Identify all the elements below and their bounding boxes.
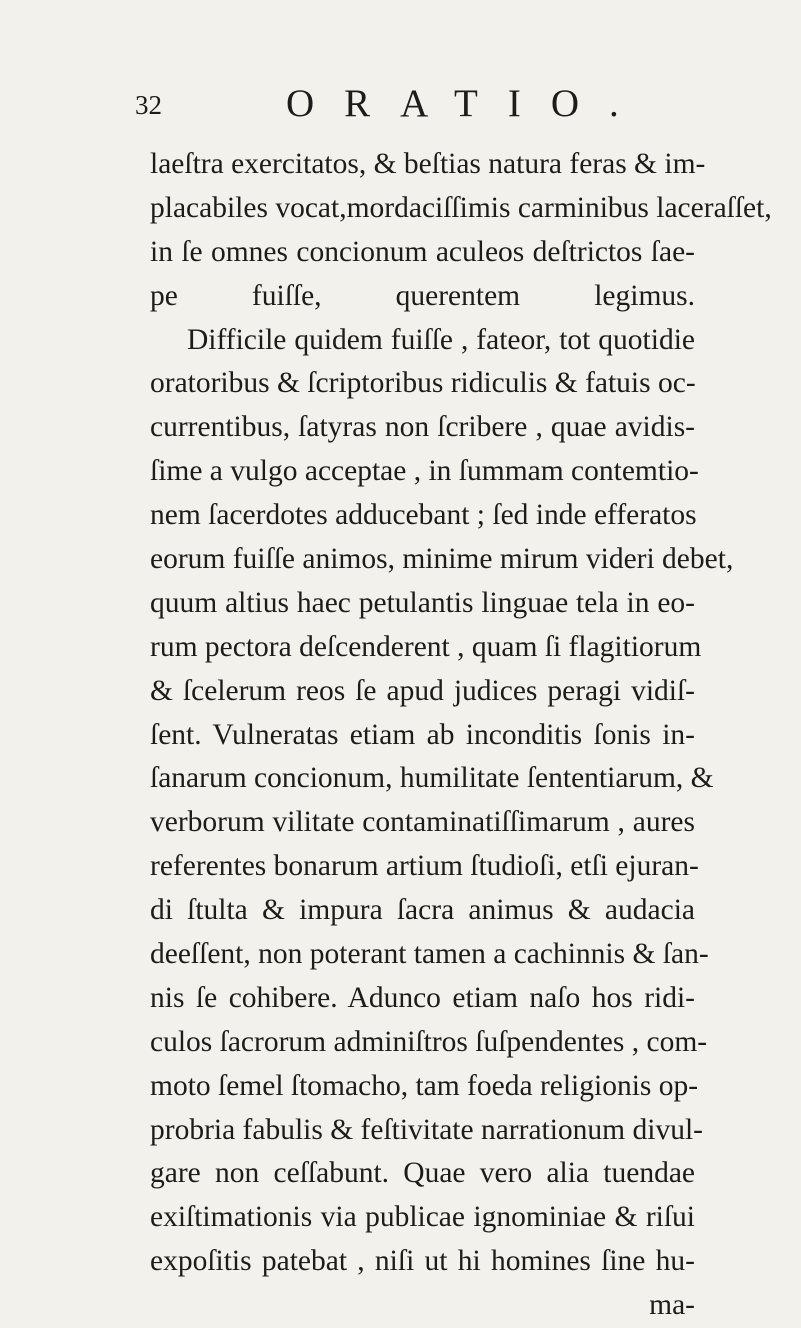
text-line: verborum vilitate contaminatiſſimarum , aures bbox=[150, 806, 695, 839]
text-line: pe fuiſſe, querentem legimus. bbox=[150, 279, 695, 312]
text-line: referentes bonarum artium ſtudioſi, etſi ejuran- bbox=[150, 850, 699, 883]
body-text bbox=[150, 143, 772, 1328]
text-line: moto ſemel ſtomacho, tam foeda religionis op- bbox=[150, 1069, 699, 1102]
text-line: nem ſacerdotes adducebant ; ſed inde efferatos bbox=[150, 499, 697, 532]
text-line: laeſtra exercitatos, & beſtias natura feras & im- bbox=[150, 148, 706, 180]
text-line: nis ſe cohibere. Adunco etiam naſo hos ridi- bbox=[150, 981, 695, 1014]
text-line: gare non ceſſabunt. Quae vero alia tuendae bbox=[150, 1157, 695, 1190]
text-line: ſime a vulgo acceptae , in ſummam contemtio- bbox=[150, 455, 699, 488]
text-line: Difficile quidem fuiſſe , fateor, tot quotidie bbox=[187, 323, 695, 356]
text-line: rum pectora deſcenderent , quam ſi flagitiorum bbox=[150, 630, 702, 663]
running-title: ORATIO. bbox=[286, 82, 649, 125]
text-line: ſanarum concionum, humilitate ſententiarum, & bbox=[150, 762, 714, 795]
text-line: in ſe omnes concionum aculeos deſtrictos ſae- bbox=[150, 235, 695, 268]
text-line: ſent. Vulneratas etiam ab inconditis ſonis in- bbox=[150, 718, 695, 751]
text-line: placabiles vocat,mordaciſſimis carminibus laceraſſet, bbox=[150, 191, 772, 224]
text-line: quum altius haec petulantis linguae tela in eo- bbox=[150, 586, 695, 619]
text-line: currentibus, ſatyras non ſcribere , quae avidis- bbox=[150, 411, 695, 444]
text-line: expoſitis patebat , niſi ut hi homines ſine hu- bbox=[150, 1245, 695, 1278]
text-line: & ſcelerum reos ſe apud judices peragi vidiſ- bbox=[150, 674, 695, 707]
text-line: eorum fuiſſe animos, minime mirum videri debet, bbox=[150, 543, 734, 576]
text-line: di ſtulta & impura ſacra animus & audacia bbox=[150, 894, 695, 927]
text-line: deeſſent, non poterant tamen a cachinnis & ſan- bbox=[150, 938, 709, 971]
text-line: oratoribus & ſcriptoribus ridiculis & fatuis oc- bbox=[150, 367, 696, 400]
page-header bbox=[0, 80, 801, 130]
text-line: probria fabulis & feſtivitate narrationum divul- bbox=[150, 1113, 703, 1146]
catchword: ma- bbox=[649, 1289, 695, 1322]
text-line: exiſtimationis via publicae ignominiae & riſui bbox=[150, 1201, 695, 1234]
text-line: culos ſacrorum adminiſtros ſuſpendentes , com- bbox=[150, 1025, 708, 1058]
page-number: 32 bbox=[135, 90, 162, 120]
